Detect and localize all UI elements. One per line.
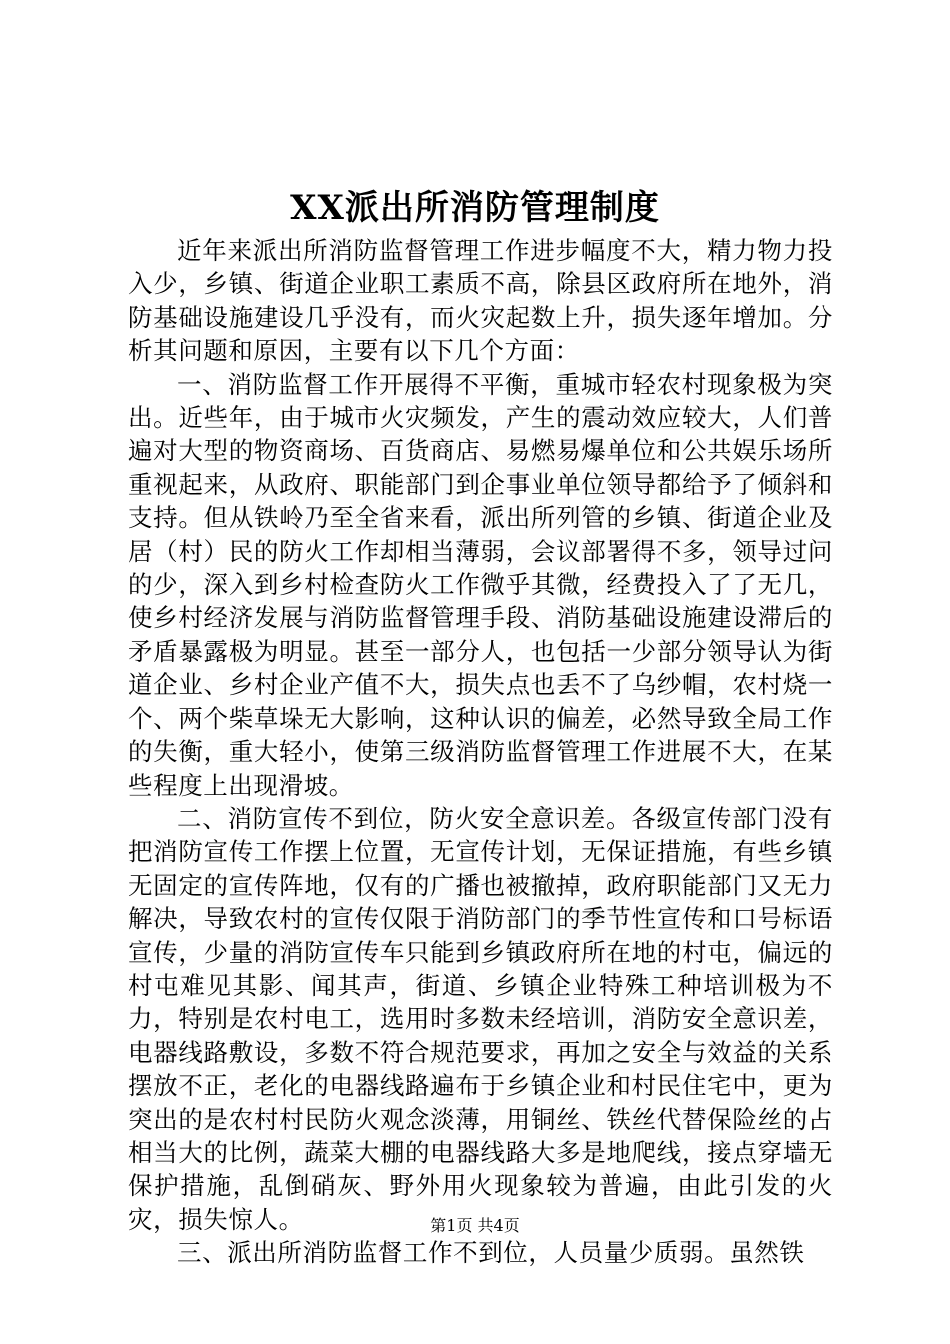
document-title: XX派出所消防管理制度 xyxy=(290,188,660,228)
paragraph-section-3: 三、派出所消防监督工作不到位，人员量少质弱。虽然铁 xyxy=(177,1238,805,1268)
paragraph-intro: 近年来派出所消防监督管理工作进步幅度不大，精力物力投入少，乡镇、街道企业职工素质不高，除县区政府所在地外，消防基础设施建设几乎没有，而火灾起数上升，损失逐年增加。分析其问题和原因，主要有以下几个方面： xyxy=(128,236,833,366)
document-body xyxy=(128,234,833,1270)
page-footer: 第1页 共4页 xyxy=(430,1216,520,1235)
paragraph-section-2: 二、消防宣传不到位，防火安全意识差。各级宣传部门没有把消防宣传工作摆上位置，无宣传计划，无保证措施，有些乡镇无固定的宣传阵地，仅有的广播也被撤掉，政府职能部门又无力解决，导致农村的宣传仅限于消防部门的季节性宣传和口号标语宣传，少量的消防宣传车只能到乡镇政府所在地的村屯，偏远的村屯难见其影、闻其声，街道、乡镇企业特殊工种培训极为不力，特别是农村电工，选用时多数未经培训，消防安全意识差，电器线路敷设，多数不符合规范要求，再加之安全与效益的关系摆放不正，老化的电器线路遍布于乡镇企业和村民住宅中，更为突出的是农村村民防火观念淡薄，用铜丝、铁丝代替保险丝的占相当大的比例，蔬菜大棚的电器线路大多是地爬线，接点穿墙无保护措施，乱倒硝灰、野外用火现象较为普遍，由此引发的火灾，损失惊人。 xyxy=(128,803,833,1234)
paragraph-section-1: 一、消防监督工作开展得不平衡，重城市轻农村现象极为突出。近些年，由于城市火灾频发，产生的震动效应较大，人们普遍对大型的物资商场、百货商店、易燃易爆单位和公共娱乐场所重视起来，从政府、职能部门到企事业单位领导都给予了倾斜和支持。但从铁岭乃至全省来看，派出所列管的乡镇、街道企业及居（村）民的防火工作却相当薄弱，会议部署得不多，领导过问的少，深入到乡村检查防火工作微乎其微，经费投入了了无几，使乡村经济发展与消防监督管理手段、消防基础设施建设滞后的矛盾暴露极为明显。甚至一部分人，也包括一少部分领导认为街道企业、乡村企业产值不大，损失点也丢不了乌纱帽，农村烧一个、两个柴草垛无大影响，这种认识的偏差，必然导致全局工作的失衡，重大轻小，使第三级消防监督管理工作进展不大，在某些程度上出现滑坡。 xyxy=(128,369,833,800)
